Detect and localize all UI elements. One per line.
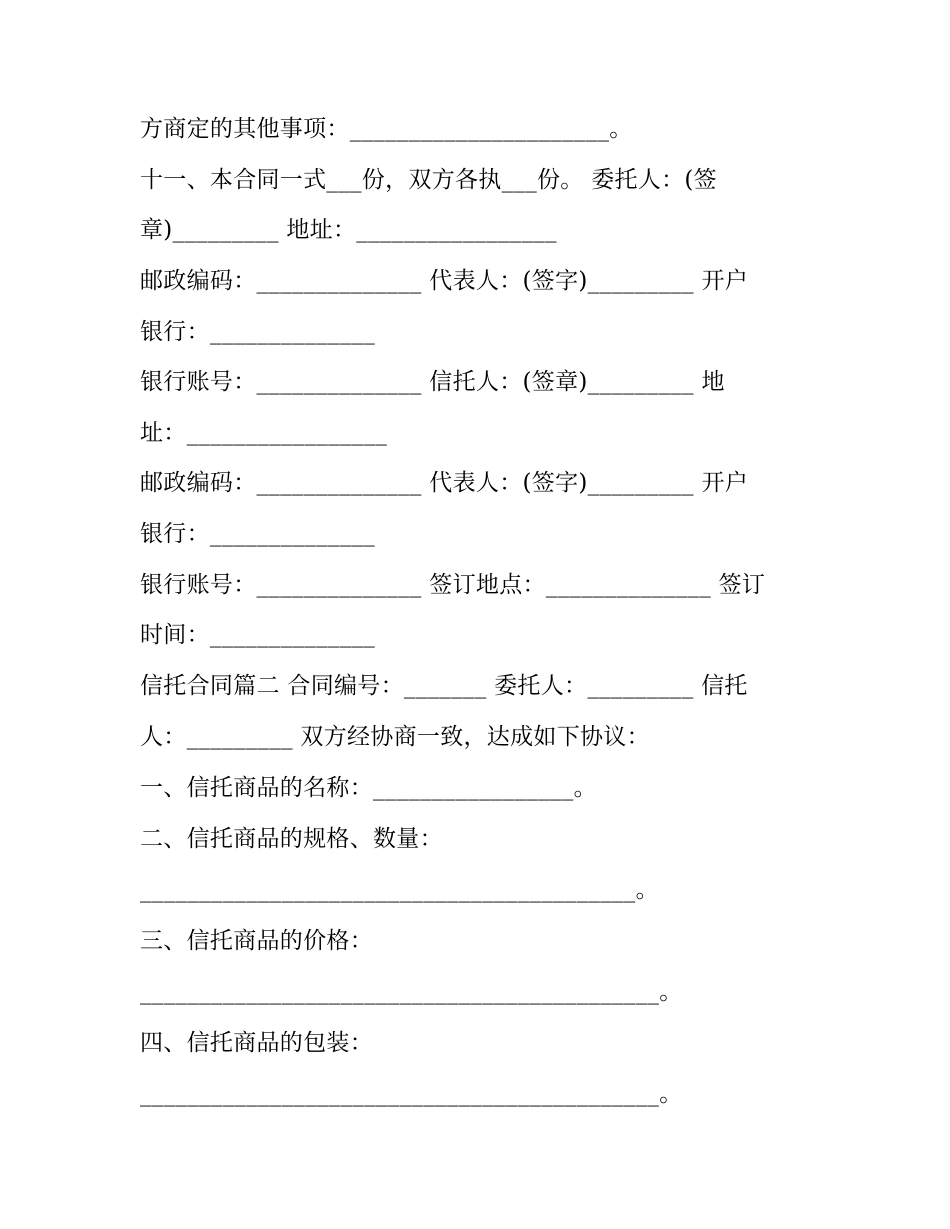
text-line: 银行：______________ — [140, 521, 376, 547]
text-line: 银行账号：______________ 签订地点：______________ 签订 — [140, 572, 766, 598]
text-line: 银行：______________ — [140, 319, 376, 345]
text-line: __________________________________________。 — [140, 877, 659, 903]
text-line: ____________________________________________。 — [140, 979, 683, 1005]
text-line: 人：_________ 双方经协商一致，达成如下协议： — [140, 724, 650, 750]
text-line: 章)_________ 地址：_________________ — [140, 217, 557, 243]
text-line: 银行账号：______________ 信托人：(签章)_________ 地 — [140, 369, 725, 395]
text-line: 时间：______________ — [140, 622, 376, 648]
text-line: 四、信托商品的包装： — [140, 1030, 373, 1056]
text-line: 一、信托商品的名称：_________________。 — [140, 775, 597, 801]
text-line: 信托合同篇二 合同编号：_______ 委托人：_________ 信托 — [140, 673, 748, 699]
text-line: 方商定的其他事项：______________________。 — [140, 116, 633, 142]
text-line: 址：_________________ — [140, 420, 388, 446]
text-line: 三、信托商品的价格： — [140, 928, 373, 954]
text-line: 邮政编码：______________ 代表人：(签字)_________ 开户 — [140, 268, 749, 294]
text-line: 十一、本合同一式___份，双方各执___份。 委托人：(签 — [140, 167, 717, 193]
text-line: ____________________________________________。 — [140, 1081, 683, 1107]
text-line: 邮政编码：______________ 代表人：(签字)_________ 开户 — [140, 470, 749, 496]
text-line: 二、信托商品的规格、数量： — [140, 826, 443, 852]
